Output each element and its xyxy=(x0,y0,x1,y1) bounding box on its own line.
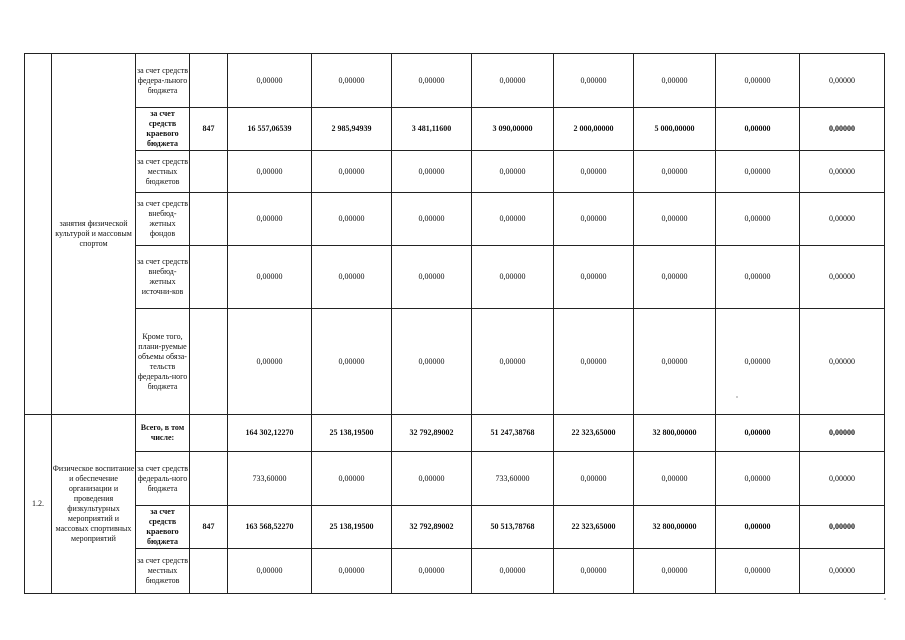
budget-code-cell xyxy=(190,549,228,594)
event-name-cell: занятия физической культурой и массовым спортом xyxy=(52,54,136,415)
value-cell: 0,00000 xyxy=(554,246,634,309)
table-row xyxy=(25,151,885,193)
table-row xyxy=(25,549,885,594)
value-cell: 0,00000 xyxy=(392,193,472,246)
value-cell: 0,00000 xyxy=(472,549,554,594)
budget-code-cell xyxy=(190,54,228,108)
value-cell: 16 557,06539 xyxy=(228,108,312,151)
value-cell: 0,00000 xyxy=(634,54,716,108)
value-cell: 163 568,52270 xyxy=(228,506,312,549)
funding-source-cell: за счет средств краевого бюджета xyxy=(136,506,190,549)
value-cell: 0,00000 xyxy=(554,549,634,594)
value-cell: 25 138,19500 xyxy=(312,506,392,549)
value-cell: 0,00000 xyxy=(800,54,885,108)
value-cell: 0,00000 xyxy=(716,246,800,309)
value-cell: 0,00000 xyxy=(716,108,800,151)
value-cell: 0,00000 xyxy=(472,193,554,246)
value-cell: 0,00000 xyxy=(716,151,800,193)
budget-code-cell xyxy=(190,193,228,246)
budget-code-cell: 847 xyxy=(190,506,228,549)
table-row xyxy=(25,506,885,549)
funding-source-cell: Всего, в том числе: xyxy=(136,415,190,452)
value-cell: 0,00000 xyxy=(392,54,472,108)
value-cell: 0,00000 xyxy=(228,309,312,415)
value-cell: 0,00000 xyxy=(716,549,800,594)
value-cell: 0,00000 xyxy=(800,108,885,151)
value-cell: 32 792,89002 xyxy=(392,506,472,549)
value-cell: 0,00000 xyxy=(472,151,554,193)
value-cell: 0,00000 xyxy=(228,54,312,108)
event-name-cell: Физическое воспитание и обеспечение организации и проведения физкультурных мероприятий и массовых спортивных мероприятий xyxy=(52,415,136,594)
value-cell: 0,00000 xyxy=(716,452,800,506)
budget-code-cell: 847 xyxy=(190,108,228,151)
budget-code-cell xyxy=(190,415,228,452)
funding-source-cell: за счет средств краевого бюджета xyxy=(136,108,190,151)
value-cell: 0,00000 xyxy=(554,151,634,193)
value-cell: 0,00000 xyxy=(634,151,716,193)
table-row xyxy=(25,54,885,108)
table-row xyxy=(25,108,885,151)
value-cell: 3 090,00000 xyxy=(472,108,554,151)
value-cell: 0,00000 xyxy=(634,452,716,506)
value-cell: 0,00000 xyxy=(716,193,800,246)
value-cell: 25 138,19500 xyxy=(312,415,392,452)
value-cell: 0,00000 xyxy=(634,246,716,309)
value-cell: 0,00000 xyxy=(554,54,634,108)
value-cell: 0,00000 xyxy=(312,549,392,594)
budget-code-cell xyxy=(190,151,228,193)
value-cell: 0,00000 xyxy=(554,309,634,415)
value-cell: 32 800,00000 xyxy=(634,415,716,452)
value-cell: 0,00000 xyxy=(800,151,885,193)
value-cell: 0,00000 xyxy=(392,452,472,506)
value-cell: 0,00000 xyxy=(312,151,392,193)
value-cell: 0,00000 xyxy=(312,246,392,309)
value-cell: 51 247,38768 xyxy=(472,415,554,452)
row-number-cell xyxy=(25,54,52,415)
value-cell: 22 323,65000 xyxy=(554,506,634,549)
value-cell: 0,00000 xyxy=(800,415,885,452)
value-cell: 733,60000 xyxy=(228,452,312,506)
value-cell: 733,60000 xyxy=(472,452,554,506)
value-cell: 0,00000 xyxy=(800,506,885,549)
funding-source-cell: за счет средств внебюд-жетных источни-ков xyxy=(136,246,190,309)
budget-code-cell xyxy=(190,309,228,415)
value-cell: 0,00000 xyxy=(392,549,472,594)
funding-source-cell: за счет средств внебюд-жетных фондов xyxy=(136,193,190,246)
value-cell: 0,00000 xyxy=(228,549,312,594)
table-row xyxy=(25,415,885,452)
value-cell: 0,00000 xyxy=(392,151,472,193)
value-cell: 0,00000 xyxy=(554,452,634,506)
value-cell: 0,00000 xyxy=(392,309,472,415)
value-cell: 0,00000 xyxy=(800,309,885,415)
value-cell: 2 000,00000 xyxy=(554,108,634,151)
value-cell: 3 481,11600 xyxy=(392,108,472,151)
table-row xyxy=(25,309,885,415)
value-cell: 0,00000 xyxy=(472,246,554,309)
value-cell: 164 302,12270 xyxy=(228,415,312,452)
value-cell: 0,00000 xyxy=(312,452,392,506)
value-cell: 32 792,89002 xyxy=(392,415,472,452)
row-number-cell: 1.2. xyxy=(25,415,52,594)
value-cell: 0,00000 xyxy=(716,415,800,452)
value-cell: 0,00000 xyxy=(392,246,472,309)
value-cell: 0,00000 xyxy=(472,309,554,415)
budget-table xyxy=(24,53,885,594)
value-cell: 0,00000 xyxy=(634,193,716,246)
value-cell: 0,00000 xyxy=(634,309,716,415)
budget-code-cell xyxy=(190,246,228,309)
value-cell: 0,00000 xyxy=(312,193,392,246)
funding-source-cell: за счет средств федераль-ного бюджета xyxy=(136,452,190,506)
value-cell: 0,00000 xyxy=(800,193,885,246)
value-cell: 0,00000 xyxy=(716,309,800,415)
value-cell: 0,00000 xyxy=(800,246,885,309)
value-cell: 22 323,65000 xyxy=(554,415,634,452)
funding-source-cell: за счет средств местных бюджетов xyxy=(136,151,190,193)
table-row xyxy=(25,193,885,246)
value-cell: 0,00000 xyxy=(472,54,554,108)
funding-source-cell: за счет средств федера-льного бюджета xyxy=(136,54,190,108)
value-cell: 0,00000 xyxy=(228,193,312,246)
funding-source-cell: за счет средств местных бюджетов xyxy=(136,549,190,594)
value-cell: 0,00000 xyxy=(634,549,716,594)
value-cell: 0,00000 xyxy=(554,193,634,246)
value-cell: 0,00000 xyxy=(228,151,312,193)
value-cell: 0,00000 xyxy=(800,452,885,506)
value-cell: 50 513,78768 xyxy=(472,506,554,549)
table-row xyxy=(25,246,885,309)
value-cell: 0,00000 xyxy=(228,246,312,309)
table-row xyxy=(25,452,885,506)
scan-speck xyxy=(884,598,886,600)
value-cell: 0,00000 xyxy=(800,549,885,594)
value-cell: 2 985,94939 xyxy=(312,108,392,151)
value-cell: 5 000,00000 xyxy=(634,108,716,151)
value-cell: 0,00000 xyxy=(312,54,392,108)
value-cell: 0,00000 xyxy=(716,54,800,108)
value-cell: 32 800,00000 xyxy=(634,506,716,549)
value-cell: 0,00000 xyxy=(312,309,392,415)
budget-code-cell xyxy=(190,452,228,506)
funding-source-cell: Кроме того, плани-руемые объемы обяза-тельств федераль-ного бюджета xyxy=(136,309,190,415)
scan-speck xyxy=(736,396,738,398)
value-cell: 0,00000 xyxy=(716,506,800,549)
